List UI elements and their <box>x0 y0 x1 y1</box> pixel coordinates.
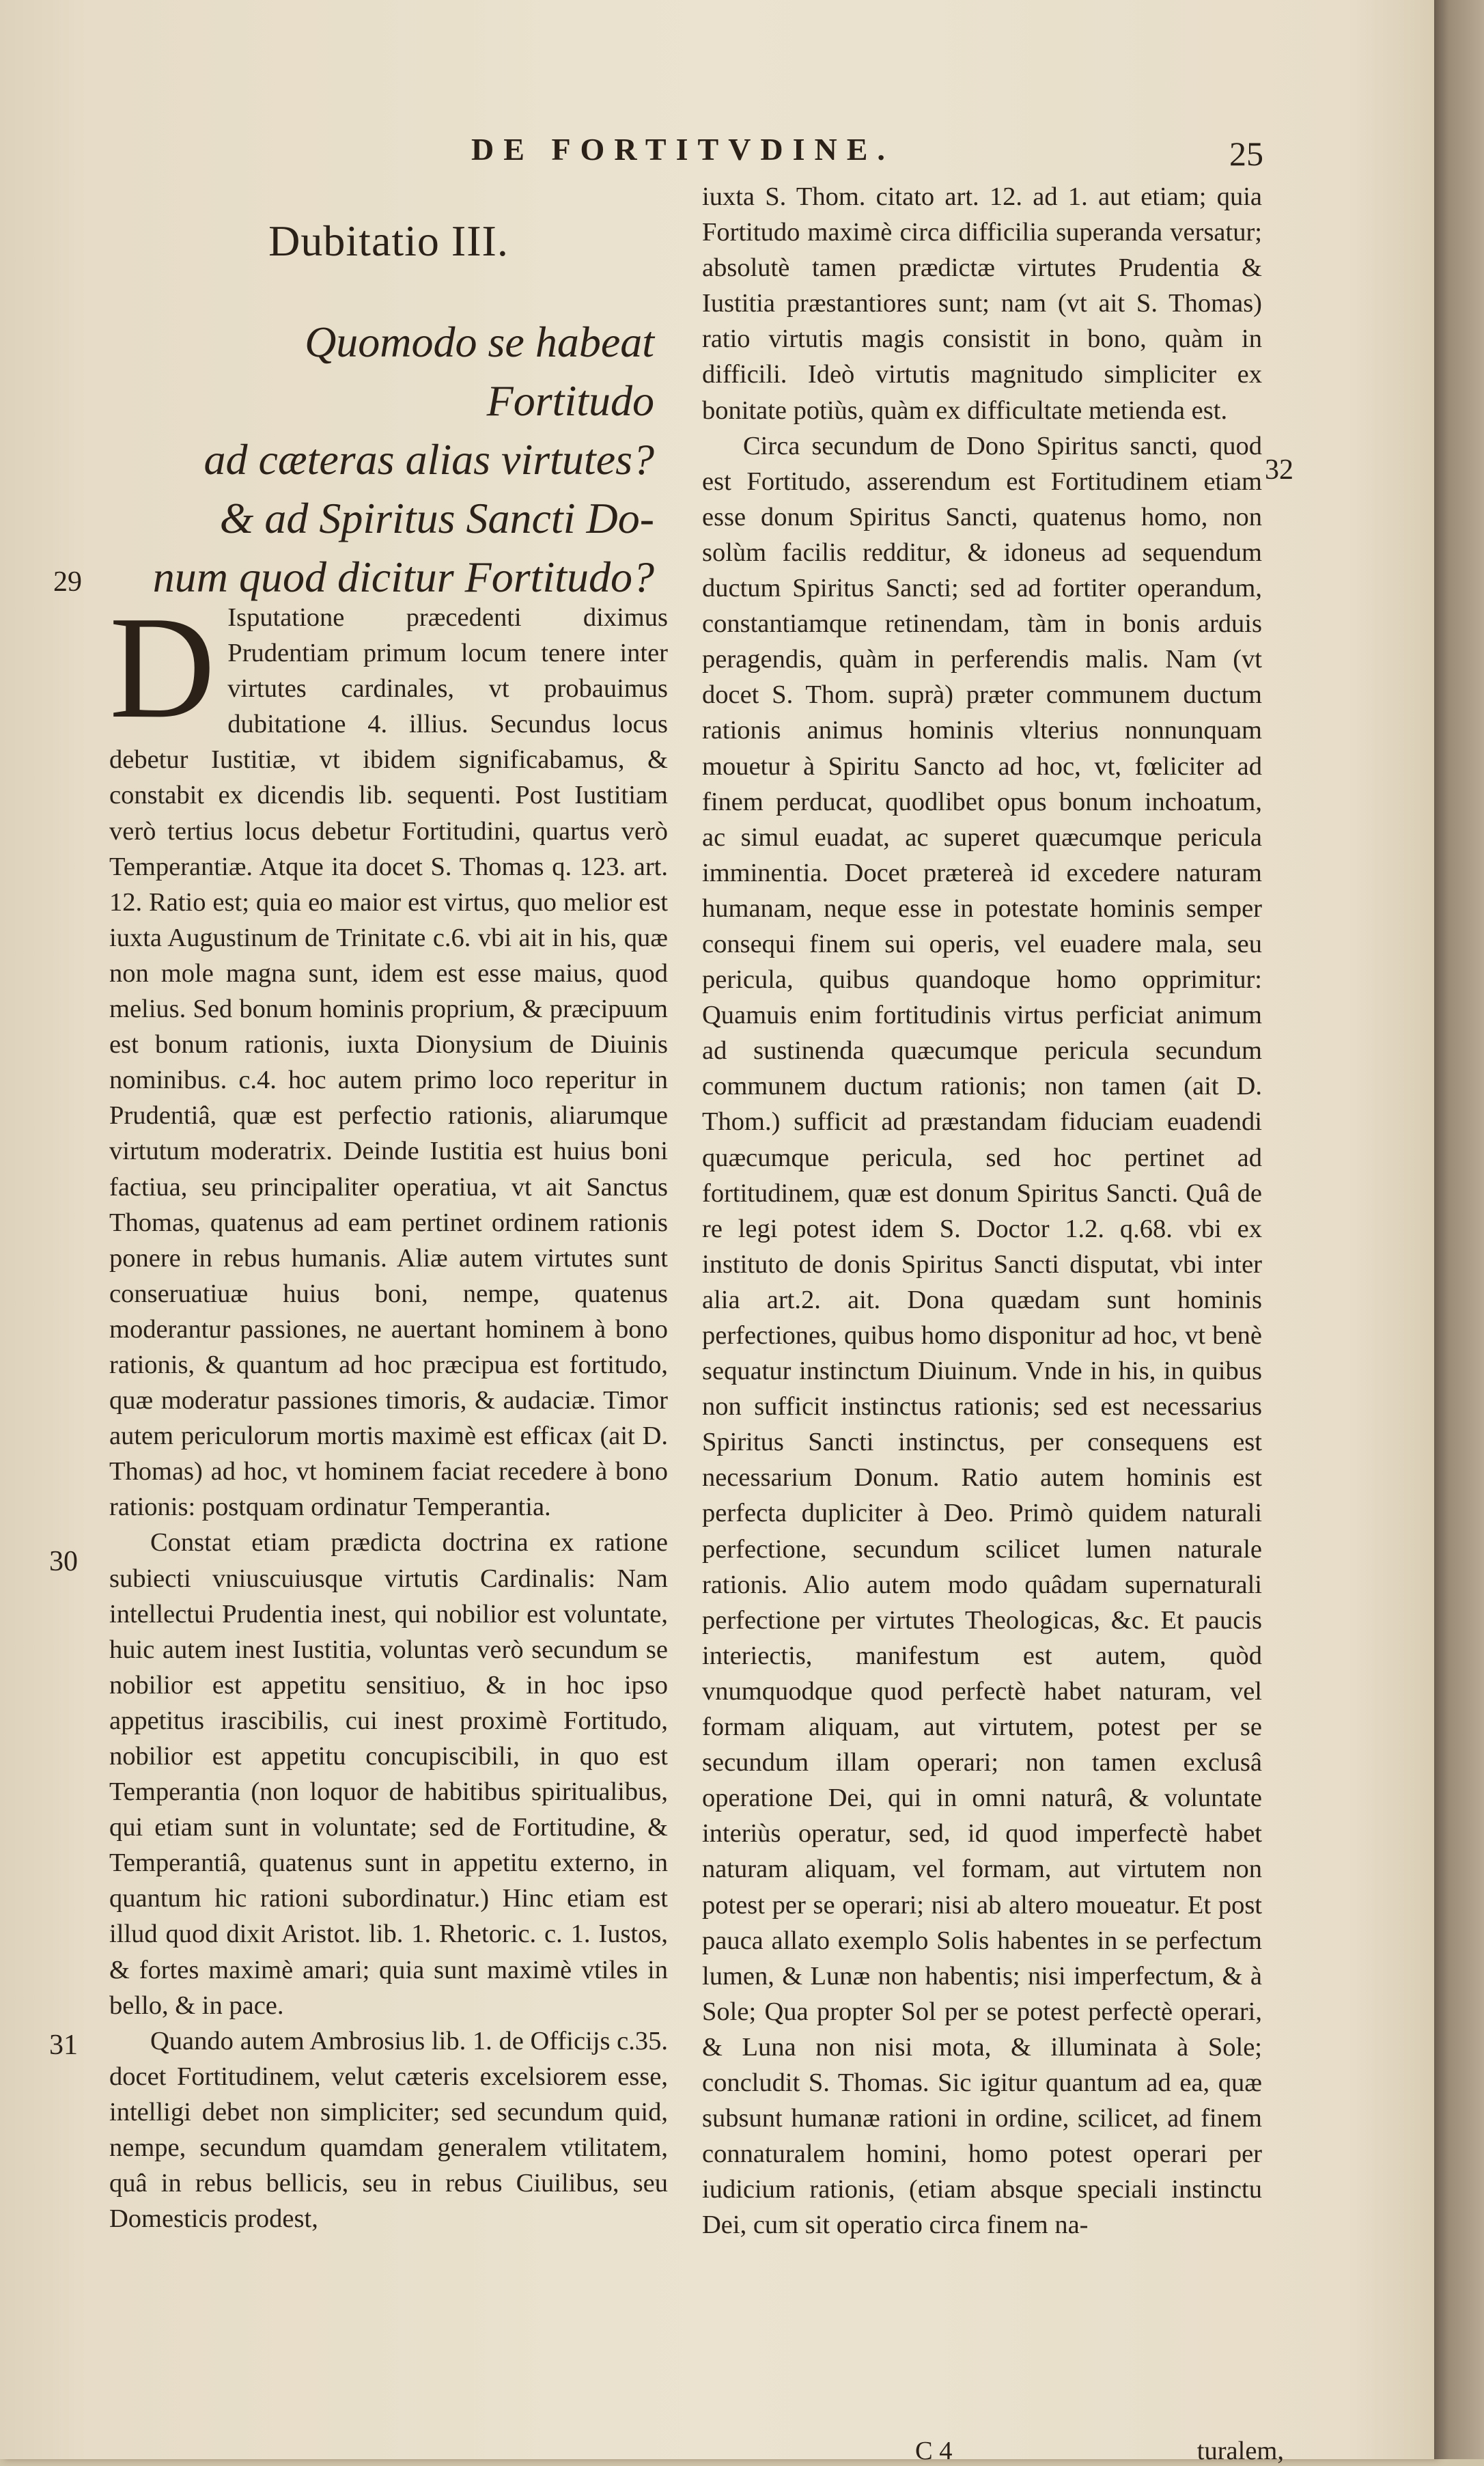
question-line-4: num quod dicitur Fortitudo? <box>152 553 654 601</box>
paragraph-30: Constat etiam prædicta doctrina ex ratione subiecti vniuscuiusque virtutis Cardinalis: Nam intellectui Prudentia inest, qui nobilior est voluntate, huic autem inest Iustitia, voluntas verò secundum se nobilior est appetitu sensitiuo, & in hoc ipso appetitus irascibilis, cui inest proximè Fortitudo, nobilior est appetitu concupiscibili, in quo est Temperantia (non loquor de habitibus spiritualibus, qui etiam sunt in voluntate; sed de Fortitudine, & Temperantiâ, quatenus sunt in appetitu externo, in quantum hic rationi subordinatur.) Hinc etiam est illud quod dixit Aristot. lib. 1. Rhetoric. c. 1. Iustos, & fortes maximè amari; quia sunt maximè vtiles in bello, & in pace. <box>109 1528 668 2020</box>
paragraph-continued: iuxta S. Thom. citato art. 12. ad 1. aut etiam; quia Fortitudo maximè circa difficilia superanda versatur; absolutè tamen prædictæ virtutes Prudentia & Iustitia præstantiores sunt; nam (vt ait S. Thomas) ratio virtutis magis consistit in bono, quàm in difficili. Ideò virtutis magnitudo simpliciter ex bonitate potiùs, quàm ex difficultate metienda est. <box>702 182 1262 425</box>
paragraph-32: Circa secundum de Dono Spiritus sancti, quod est Fortitudo, asserendum est Fortitudinem etiam esse donum Spiritus Sancti, quatenus homo, non solùm facilis redditur, & idoneus ad sequendum ductum Spiritus Sancti; sed ad fortiter operandum, constantiamque retinendam, tàm in bonis arduis peragendis, quàm in perferendis malis. Nam (vt docet S. Thom. suprà) præter communem ductum rationis animus hominis vlterius nonnunquam mouetur à Spiritu Sancto ad hoc, vt, fœliciter ad finem perducat, quodlibet opus bonum inchoatum, ac simul euadat, ac superet quæcumque pericula imminentia. Docet prætereà id excedere naturam humanam, neque esse in potestate hominis semper consequi finem sui operis, vel euadere mala, seu pericula, quibus quandoque homo opprimitur: Quamuis enim fortitudinis virtus perficiat animum ad sustinenda quæcumque pericula secundum communem ductum rationis; non tamen (ait D. Thom.) sufficit ad præstandam fiduciam euadendi quæcumque pericula, sed hoc pertinet ad fortitudinem, quæ est donum Spiritus Sancti. Quâ de re legi potest idem S. Doctor 1.2. q.68. vbi ex instituto de donis Spiritus Sancti disputat, vbi inter alia art.2. ait. Dona quædam sunt hominis perfectiones, quibus homo disponitur ad hoc, vt benè sequatur instinctum Diuinum. Vnde in his, in quibus non sufficit instinctus rationis; sed est necessarius Spiritus Sancti instinctus, per consequens est necessarium Donum. Ratio autem hominis est perfecta dupliciter à Deo. Primò quidem naturali perfectione, secundum scilicet lumen naturale rationis. Alio autem modo quâdam supernaturali perfectione per virtutes Theologicas, &c. Et paucis interiectis, manifestum est autem, quòd vnumquodque quod perfectè habet naturam, vel formam aliquam, aut virtutem, potest per se secundum illam operari; non tamen exclusâ operatione Dei, qui in omni naturâ, & voluntate interiùs operatur, sed, id quod imperfectè habet naturam aliquam, vel formam, aut virtutem non potest per se operari; nisi ab altero moueatur. Et post pauca allato exemplo Solis habentes in se perfectum lumen, & Lunæ non habentis; nisi imperfectum, & à Sole; Qua propter Sol per se potest perfectè operari, & Luna non nisi mota, & illuminata à Sole; concludit S. Thomas. Sic igitur quantum ad ea, quæ subsunt humanæ rationi in ordine, scilicet, ad finem connaturalem homini, homo potest operari per iudicium rationis, (etiam absque speciali instinctu Dei, cum sit operatio circa finem na- <box>702 431 1262 2240</box>
margin-number-32: 32 <box>1265 454 1293 486</box>
catchword: turalem, <box>1196 2437 1284 2465</box>
margin-number-31: 31 <box>49 2029 78 2061</box>
heading-block <box>109 217 668 600</box>
running-head: DE FORTITVDINE. <box>471 132 895 167</box>
paragraph-29-text: Isputatione præcedenti diximus Prudentiam primum locum tenere inter virtutes cardinales, vt probauimus dubitatione 4. illius. Secundus locus debetur Iustitiæ, vt ibidem significabamus, & constabit ex dicendis lib. sequenti. Post Iustitiam verò tertius locus debetur Fortitudini, quartus verò Temperantiæ. Atque ita docet S. Thomas q. 123. art. 12. Ratio est; quia eo maior est virtus, quo melior est iuxta Augustinum de Trinitate c.6. vbi ait in his, quæ non mole magna sunt, idem est esse maius, quod melius. Sed bonum hominis proprium, & præcipuum est bonum rationis, iuxta Dionysium de Diuinis nominibus. c.4. hoc autem primo loco reperitur in Prudentiâ, quæ est perfectio rationis, aliarumque virtutum moderatrix. Deinde Iustitia est huius boni factiua, seu principaliter operatiua, vt ait Sanctus Thomas, quatenus ad eam pertinet ordinem rationis ponere in rebus humanis. Aliæ autem virtutes sunt conseruatiuæ huius boni, nempe, quatenus moderantur passiones, ne auertant hominem à bono rationis, & quantum ad hoc præcipua est fortitudo, quæ moderatur passiones timoris, & audaciæ. Timor autem periculorum mortis maximè est efficax (ait D. Thomas) ad hoc, vt hominem faciat recedere à bono rationis: postquam ordinatur Temperantia. <box>109 603 668 1522</box>
paragraph-29 <box>109 585 668 1525</box>
margin-number-30: 30 <box>49 1546 78 1577</box>
page-number: 25 <box>1229 135 1263 173</box>
question-line-3: & ad Spiritus Sancti Do- <box>219 494 654 542</box>
drop-cap: D <box>109 585 216 749</box>
question-line-2: ad cæteras alias virtutes? <box>204 435 654 484</box>
question-line-1: Quomodo se habeat Fortitudo <box>305 318 654 425</box>
section-heading: Dubitatio III. <box>268 217 509 265</box>
left-column <box>109 183 668 2236</box>
page-footer <box>915 2436 1284 2466</box>
margin-number-29: 29 <box>53 566 82 598</box>
right-column <box>702 179 1262 2243</box>
page-edge-shadow <box>1434 0 1484 2459</box>
signature-mark: C 4 <box>915 2437 953 2465</box>
paragraph-31: Quando autem Ambrosius lib. 1. de Officijs c.35. docet Fortitudinem, velut cæteris excelsiorem esse, intelligi debet non simpliciter; sed secundum quid, nempe, secundum quamdam generalem vtilitatem, quâ in rebus bellicis, seu in rebus Ciuilibus, seu Domesticis prodest, <box>109 2026 668 2234</box>
